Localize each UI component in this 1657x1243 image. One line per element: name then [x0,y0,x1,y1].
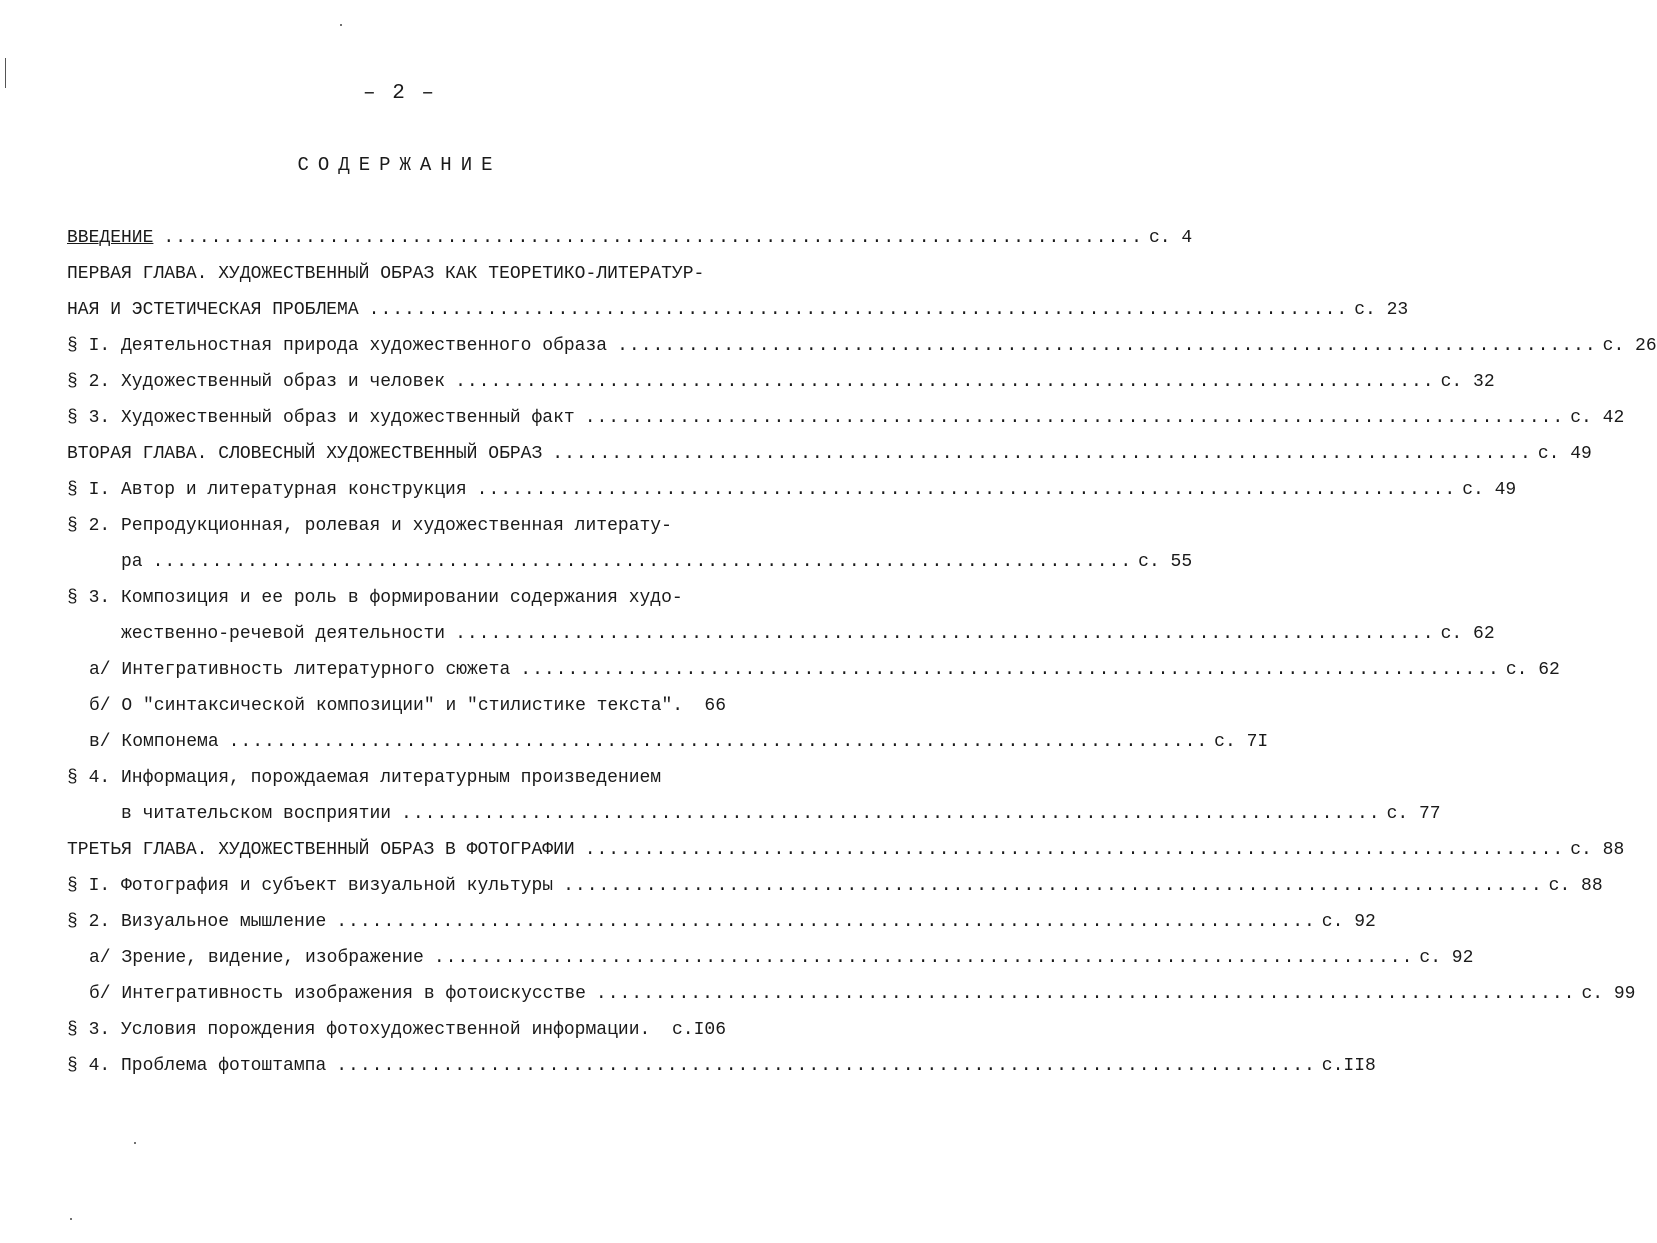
leader-dots: ................................................................................... [368,300,1349,320]
toc-entry [89,984,1636,1012]
toc-entry-text: § 2. Визуальное мышление [67,912,327,932]
leader-dots: ................................................................................... [617,336,1597,356]
toc-entry-text: жественно-речевой деятельности [121,624,446,644]
toc-entry [89,696,726,724]
toc-entry-text: б/ О "синтаксической композиции" и "стилистике текста". [89,696,684,716]
toc-entry [67,480,1517,508]
toc-entry-text: § 3. Композиция и ее роль в формировании содержания худо- [67,588,683,608]
toc-entry-page: с. 4 [1148,228,1193,248]
scan-speck [340,24,342,26]
toc-entry-text: НАЯ И ЭСТЕТИЧЕСКАЯ ПРОБЛЕМА [67,300,359,320]
toc-entry [67,1056,1376,1084]
page-title: СОДЕРЖАНИЕ [297,154,502,176]
toc-entry-text: ТРЕТЬЯ ГЛАВА. ХУДОЖЕСТВЕННЫЙ ОБРАЗ В ФОТОГРАФИИ [67,840,575,860]
scan-speck [134,1142,136,1144]
page-number: – 2 – [362,82,436,105]
toc-entry-page: с.II8 [1321,1056,1376,1076]
toc-entry [67,840,1625,868]
toc-entry [67,336,1657,364]
toc-entry-text: § I. Деятельностная природа художественного образа [67,336,608,356]
toc-entry [67,588,726,616]
leader-dots: ................................................................................... [336,1056,1316,1076]
toc-entry-text: § 3. Художественный образ и художественный факт [67,408,575,428]
toc-entry-text: в читательском восприятии [121,804,392,824]
toc-entry [67,768,726,796]
leader-dots: ................................................................................... [152,552,1133,572]
toc-entry-text: а/ Интегративность литературного сюжета [89,660,511,680]
toc-entry [67,912,1376,940]
leader-dots: ................................................................................... [584,408,1565,428]
toc-entry [67,444,1592,472]
leader-dots: ................................................................................... [520,660,1500,680]
toc-entry [121,624,1495,652]
toc-entry [89,660,1560,688]
toc-entry [67,264,726,292]
toc-entry [67,876,1603,904]
toc-entry-text: ВТОРАЯ ГЛАВА. СЛОВЕСНЫЙ ХУДОЖЕСТВЕННЫЙ ОБРАЗ [67,444,543,464]
toc-entry-text: § 4. Информация, порождаемая литературным произведением [67,768,662,788]
toc-entry-page: с. 23 [1354,300,1409,320]
toc-entry-text: § I. Фотография и субъект визуальной культуры [67,876,554,896]
leader-dots: ................................................................................... [433,948,1414,968]
toc-entry [121,552,1193,580]
scan-speck [70,1218,72,1220]
toc-entry [67,228,1193,256]
toc-entry-text: § 3. Условия порождения фотохудожественной информации. [67,1020,651,1040]
toc-entry-text: § I. Автор и литературная конструкция [67,480,467,500]
toc-entry [67,1020,726,1048]
leader-dots: ................................................................................... [563,876,1543,896]
toc-entry-page: с. 99 [1581,984,1636,1004]
leader-dots: ................................................................................... [228,732,1209,752]
toc-entry-page: с. 62 [1505,660,1560,680]
toc-entry [89,948,1474,976]
toc-entry-text: ВВЕДЕНИЕ [67,228,154,248]
leader-dots: ................................................................................... [401,804,1381,824]
toc-entry [67,372,1495,400]
toc-entry-page: с. 26 [1602,336,1657,356]
toc-entry [121,804,1441,832]
leader-dots: ................................................................................... [455,372,1435,392]
toc-entry-page: с. 92 [1419,948,1474,968]
toc-entry-text: ПЕРВАЯ ГЛАВА. ХУДОЖЕСТВЕННЫЙ ОБРАЗ КАК ТЕОРЕТИКО-ЛИТЕРАТУР- [67,264,705,284]
toc-entry-text: § 2. Репродукционная, ролевая и художественная литерату- [67,516,672,536]
toc-entry-page: с. 49 [1462,480,1517,500]
leader-dots: ................................................................................... [595,984,1576,1004]
toc-entry [67,408,1625,436]
toc-entry-page: с. 49 [1537,444,1592,464]
toc-entry-page: с.I06 [671,1020,726,1040]
leader-dots: ................................................................................... [552,444,1532,464]
toc-entry-page: с. 55 [1138,552,1193,572]
toc-entry-page: с. 62 [1440,624,1495,644]
toc-entry-page: с. 42 [1570,408,1625,428]
leader-dots: ................................................................................... [163,228,1143,248]
toc-entry-text: а/ Зрение, видение, изображение [89,948,424,968]
leader-dots: ................................................................................... [584,840,1565,860]
leader-dots: ................................................................................... [455,624,1435,644]
toc-entry-page: с. 77 [1386,804,1441,824]
toc-entry-text: § 4. Проблема фотоштампа [67,1056,327,1076]
leader-dots: ................................................................................... [476,480,1457,500]
toc-entry-text: § 2. Художественный образ и человек [67,372,446,392]
toc-entry-text: ра [121,552,143,572]
toc-entry-page: с. 7I [1214,732,1269,752]
toc-entry-page: с. 88 [1548,876,1603,896]
leader-dots: ................................................................................... [336,912,1316,932]
toc-entry [89,732,1269,760]
toc-entry-text: в/ Компонема [89,732,219,752]
toc-entry [67,516,726,544]
toc-entry [67,300,1409,328]
toc-entry-text: б/ Интегративность изображения в фотоискусстве [89,984,586,1004]
toc-entry-page: с. 32 [1440,372,1495,392]
toc-entry-page: с. 92 [1321,912,1376,932]
toc-entry-page: 66 [704,696,726,716]
toc-entry-page: с. 88 [1570,840,1625,860]
